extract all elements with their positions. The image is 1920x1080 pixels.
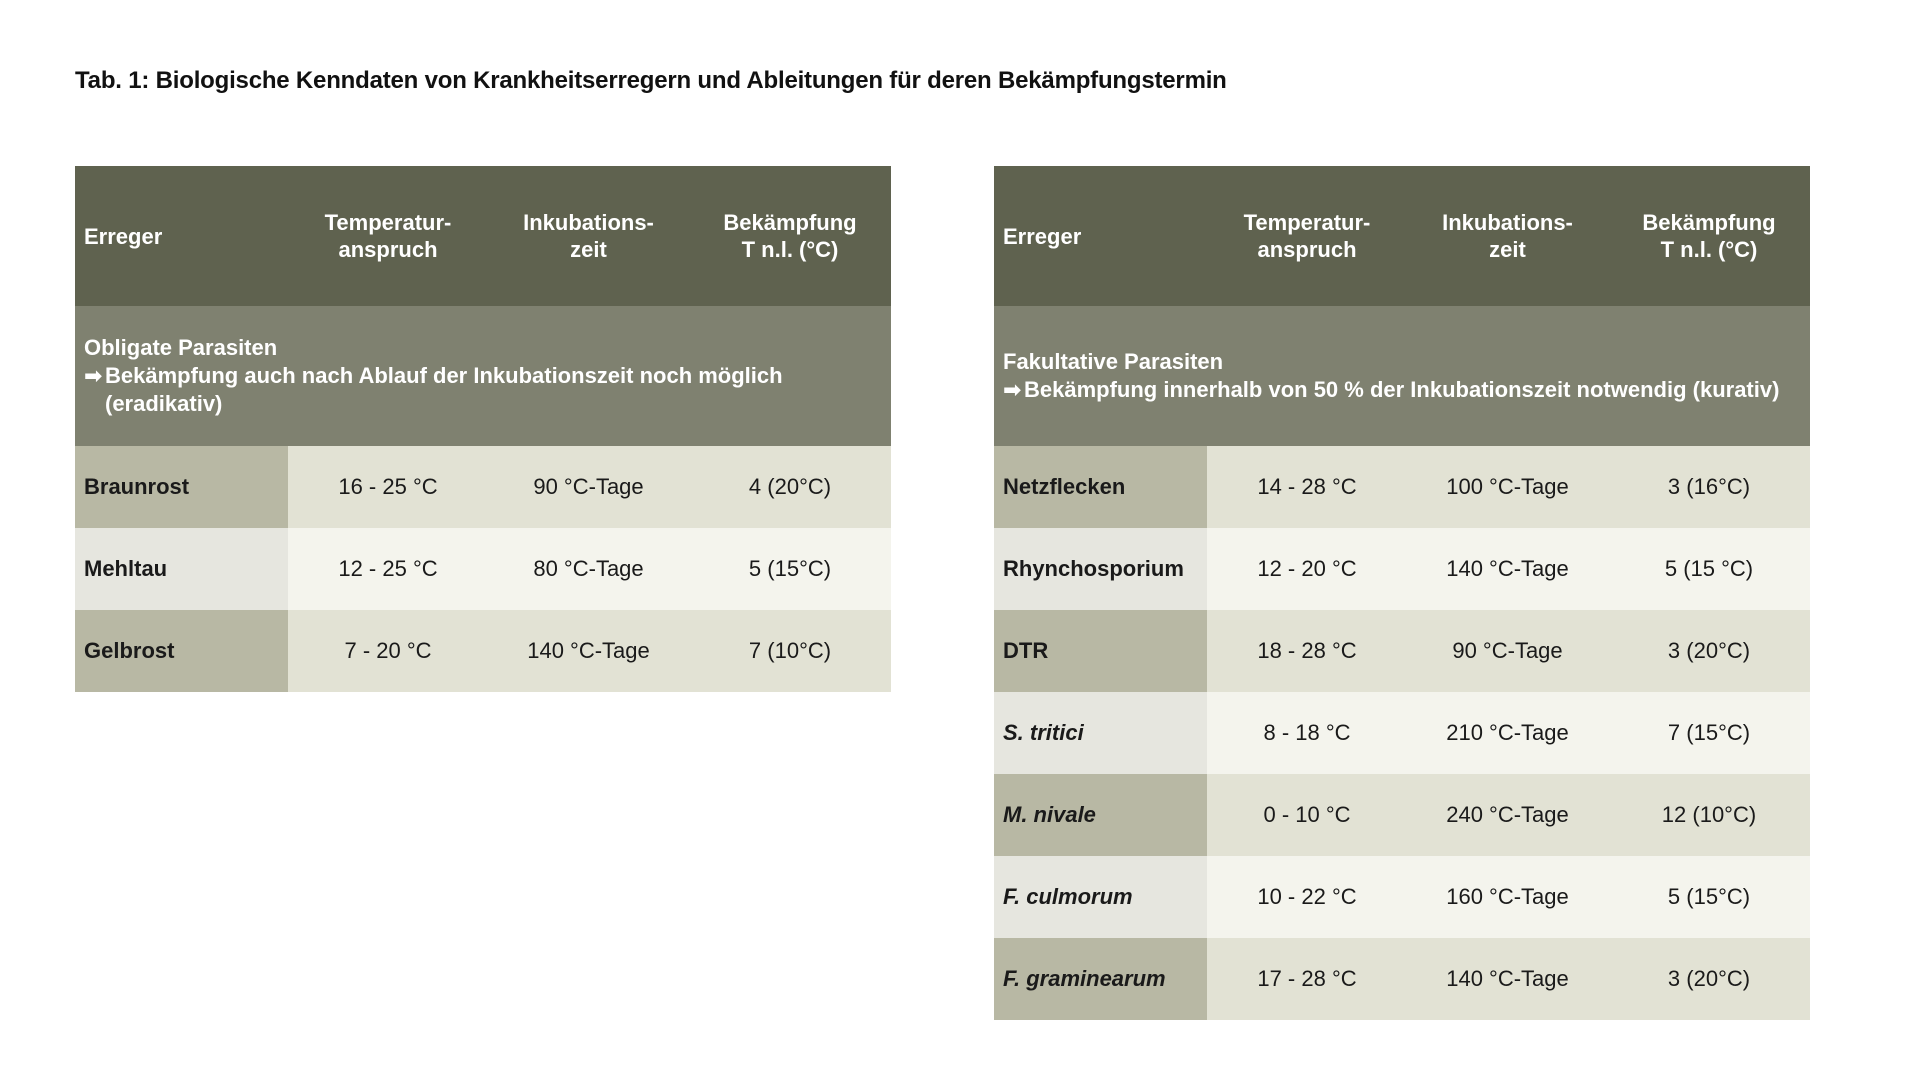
arrow-right-icon: ➡ <box>84 363 103 388</box>
cell-erreger: DTR <box>994 610 1207 692</box>
section-title: Obligate Parasiten <box>84 335 278 360</box>
page-title: Tab. 1: Biologische Kenndaten von Krankheitserregern und Ableitungen für deren Bekämpfungstermin <box>75 67 1227 94</box>
section-row <box>994 306 1810 446</box>
cell-erreger: F. culmorum <box>994 856 1207 938</box>
cell-temperatur: 12 - 25 °C <box>288 528 488 610</box>
cell-bekaempfung: 5 (15°C) <box>689 528 891 610</box>
cell-temperatur: 10 - 22 °C <box>1207 856 1407 938</box>
cell-erreger: Braunrost <box>75 446 288 528</box>
header-inkubation <box>488 166 689 306</box>
cell-erreger: Rhynchosporium <box>994 528 1207 610</box>
arrow-right-icon: ➡ <box>1003 377 1022 402</box>
table-row <box>994 446 1810 528</box>
table-row <box>994 692 1810 774</box>
cell-bekaempfung: 5 (15 °C) <box>1608 528 1810 610</box>
table-row <box>994 774 1810 856</box>
header-inkubation <box>1407 166 1608 306</box>
header-bekaempfung <box>1608 166 1810 306</box>
header-temperatur <box>288 166 488 306</box>
section-note: Bekämpfung auch nach Ablauf der Inkubationszeit noch möglich (eradikativ) <box>105 363 783 416</box>
cell-temperatur: 17 - 28 °C <box>1207 938 1407 1020</box>
header-temperatur <box>1207 166 1407 306</box>
header-inkubation-line1: Inkubations- <box>523 210 654 235</box>
cell-erreger: S. tritici <box>994 692 1207 774</box>
table-row <box>994 528 1810 610</box>
header-erreger: Erreger <box>75 166 288 306</box>
cell-inkubation: 90 °C-Tage <box>1407 610 1608 692</box>
table-row <box>75 528 891 610</box>
header-bekaempfung-line2: T n.l. (°C) <box>1660 237 1758 262</box>
table-row <box>75 446 891 528</box>
header-inkubation-line2: zeit <box>1489 237 1526 262</box>
cell-temperatur: 7 - 20 °C <box>288 610 488 692</box>
section-title: Fakultative Parasiten <box>1003 349 1224 374</box>
cell-inkubation: 80 °C-Tage <box>488 528 689 610</box>
cell-bekaempfung: 3 (20°C) <box>1608 610 1810 692</box>
header-bekaempfung-line1: Bekämpfung <box>1642 210 1776 235</box>
section-cell <box>994 306 1810 446</box>
table-row <box>994 856 1810 938</box>
cell-bekaempfung: 4 (20°C) <box>689 446 891 528</box>
header-inkubation-line2: zeit <box>570 237 607 262</box>
header-bekaempfung-line2: T n.l. (°C) <box>741 237 839 262</box>
cell-erreger: Gelbrost <box>75 610 288 692</box>
cell-temperatur: 0 - 10 °C <box>1207 774 1407 856</box>
header-inkubation-line1: Inkubations- <box>1442 210 1573 235</box>
cell-bekaempfung: 12 (10°C) <box>1608 774 1810 856</box>
cell-temperatur: 8 - 18 °C <box>1207 692 1407 774</box>
section-note-line <box>1003 376 1810 404</box>
cell-bekaempfung: 3 (16°C) <box>1608 446 1810 528</box>
cell-erreger: Mehltau <box>75 528 288 610</box>
cell-temperatur: 16 - 25 °C <box>288 446 488 528</box>
cell-erreger: M. nivale <box>994 774 1207 856</box>
cell-bekaempfung: 7 (15°C) <box>1608 692 1810 774</box>
obligate-parasites-table <box>75 166 891 692</box>
cell-erreger: F. graminearum <box>994 938 1207 1020</box>
cell-inkubation: 100 °C-Tage <box>1407 446 1608 528</box>
header-temperatur-line2: anspruch <box>338 237 438 262</box>
section-cell <box>75 306 891 446</box>
section-note-line <box>84 362 891 418</box>
cell-inkubation: 140 °C-Tage <box>488 610 689 692</box>
cell-bekaempfung: 7 (10°C) <box>689 610 891 692</box>
cell-inkubation: 90 °C-Tage <box>488 446 689 528</box>
cell-inkubation: 160 °C-Tage <box>1407 856 1608 938</box>
header-bekaempfung <box>689 166 891 306</box>
cell-bekaempfung: 5 (15°C) <box>1608 856 1810 938</box>
section-row <box>75 306 891 446</box>
cell-inkubation: 140 °C-Tage <box>1407 938 1608 1020</box>
cell-inkubation: 240 °C-Tage <box>1407 774 1608 856</box>
header-temperatur-line1: Temperatur- <box>1243 210 1371 235</box>
header-row <box>994 166 1810 306</box>
cell-inkubation: 140 °C-Tage <box>1407 528 1608 610</box>
header-temperatur-line2: anspruch <box>1257 237 1357 262</box>
header-row <box>75 166 891 306</box>
section-note: Bekämpfung innerhalb von 50 % der Inkubationszeit notwendig (kurativ) <box>1024 377 1780 402</box>
table-row <box>994 610 1810 692</box>
cell-bekaempfung: 3 (20°C) <box>1608 938 1810 1020</box>
cell-temperatur: 18 - 28 °C <box>1207 610 1407 692</box>
header-temperatur-line1: Temperatur- <box>324 210 452 235</box>
cell-inkubation: 210 °C-Tage <box>1407 692 1608 774</box>
header-bekaempfung-line1: Bekämpfung <box>723 210 857 235</box>
table-row <box>994 938 1810 1020</box>
cell-temperatur: 14 - 28 °C <box>1207 446 1407 528</box>
table-row <box>75 610 891 692</box>
facultative-parasites-table <box>994 166 1810 1020</box>
header-erreger: Erreger <box>994 166 1207 306</box>
cell-temperatur: 12 - 20 °C <box>1207 528 1407 610</box>
cell-erreger: Netzflecken <box>994 446 1207 528</box>
